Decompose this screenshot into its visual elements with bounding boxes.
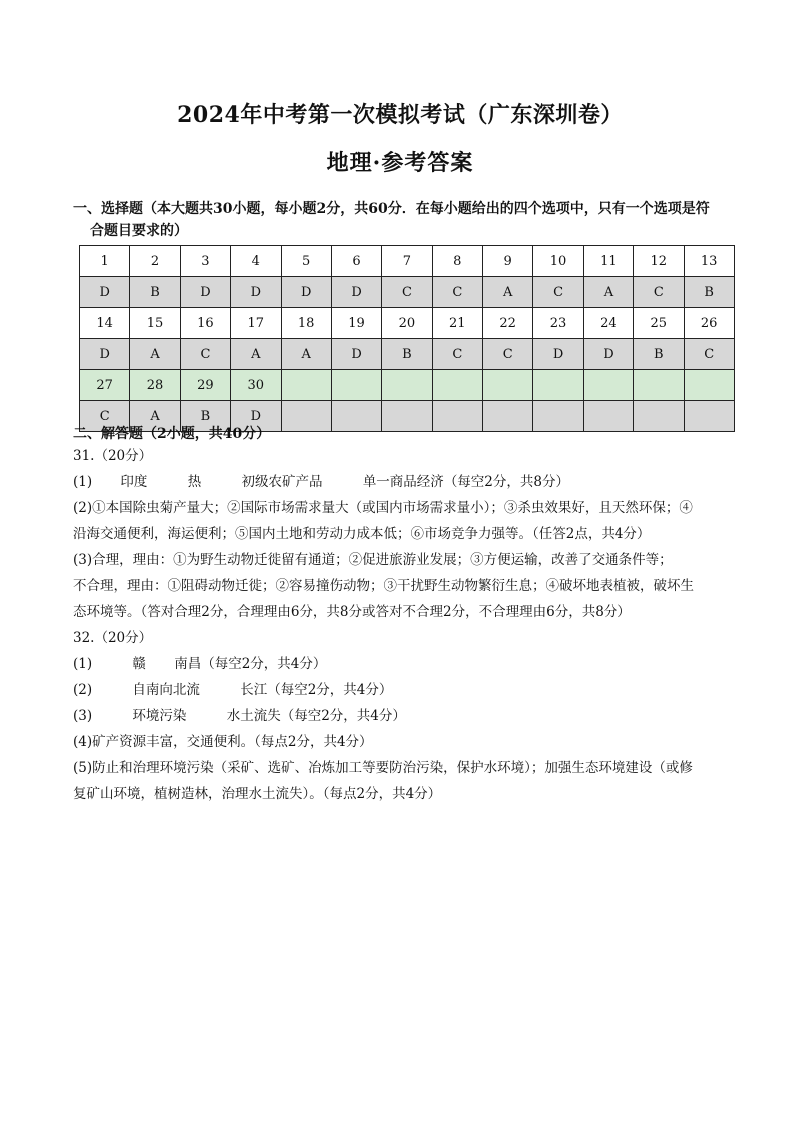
section-1-line-1: 一、选择题（本大题共30小题，每小题2分，共60分．在每小题给出的四个选项中，只有一个选项是符 xyxy=(73,201,710,217)
answer-table-cell: C xyxy=(634,277,684,308)
answer-table-cell: A xyxy=(583,277,633,308)
answer-table-cell: B xyxy=(634,339,684,370)
answer-table-cell: 13 xyxy=(684,246,734,277)
q32-answer-2 xyxy=(73,677,733,703)
answer-table-cell: 22 xyxy=(483,308,533,339)
answer-table-cell: C xyxy=(432,339,482,370)
q32-answer-5 xyxy=(73,755,733,807)
answer-table-cell: D xyxy=(281,277,331,308)
answer-table-cell: 4 xyxy=(231,246,281,277)
answer-table-cell: D xyxy=(331,277,381,308)
answer-table-cell xyxy=(281,401,331,432)
q32-a3-answer: 环境污染 xyxy=(132,708,187,724)
answer-table-row xyxy=(80,308,735,339)
answer-table-cell: A xyxy=(231,339,281,370)
answer-table-cell: A xyxy=(281,339,331,370)
q32-a2-note: （每空2分，共4分） xyxy=(267,682,393,698)
q32-a1-answer: 赣 xyxy=(132,656,146,672)
answer-table-cell: D xyxy=(80,339,130,370)
answer-table-cell: D xyxy=(231,401,281,432)
answer-table-cell: 5 xyxy=(281,246,331,277)
answer-table-cell xyxy=(281,370,331,401)
q32-a1-label: (1) xyxy=(73,656,93,672)
q32-heading: 32.（20分） xyxy=(73,630,153,646)
answer-table-cell: D xyxy=(180,277,230,308)
answer-table-cell: 23 xyxy=(533,308,583,339)
answer-table-cell: 1 xyxy=(80,246,130,277)
answer-table-cell: B xyxy=(382,339,432,370)
answer-table-cell: C xyxy=(432,277,482,308)
answer-table-cell xyxy=(331,401,381,432)
answer-table xyxy=(79,245,735,432)
q31-a1-label: (1) xyxy=(73,474,93,490)
q32-a3-label: (3) xyxy=(73,708,93,724)
answer-table-cell xyxy=(583,401,633,432)
answer-table-cell: 18 xyxy=(281,308,331,339)
answer-table-cell: 3 xyxy=(180,246,230,277)
answer-table-cell: 10 xyxy=(533,246,583,277)
answer-table-cell: B xyxy=(130,277,180,308)
q32-a3-note: （每空2分，共4分） xyxy=(280,708,406,724)
section-1-line-2: 合题目要求的） xyxy=(90,223,188,239)
q31-a3-line: (3)合理，理由：①为野生动物迁徙留有通道；②促进旅游业发展；③方便运输，改善了交通条件等； xyxy=(73,552,673,568)
answer-table-cell: 19 xyxy=(331,308,381,339)
answer-table-cell: 28 xyxy=(130,370,180,401)
answer-table-cell: C xyxy=(382,277,432,308)
answer-table-row xyxy=(80,339,735,370)
q31-answer-3 xyxy=(73,547,733,625)
answer-table-cell: C xyxy=(684,339,734,370)
answer-table-cell: 21 xyxy=(432,308,482,339)
answer-table-cell xyxy=(483,370,533,401)
answer-table-cell: C xyxy=(483,339,533,370)
answer-table-cell: 27 xyxy=(80,370,130,401)
section-2-heading: 二、解答题（2小题，共40分） xyxy=(73,426,271,442)
answer-table-cell: 6 xyxy=(331,246,381,277)
answer-table-cell: 11 xyxy=(583,246,633,277)
answer-table-cell: 29 xyxy=(180,370,230,401)
answer-table-cell: 24 xyxy=(583,308,633,339)
q32-a1-answer: 南昌 xyxy=(174,656,202,672)
q31-answer-1 xyxy=(73,469,733,495)
answer-table-cell xyxy=(432,370,482,401)
answer-table-row xyxy=(80,277,735,308)
q31-a1-answer: 热 xyxy=(187,474,202,490)
answer-table-cell xyxy=(634,370,684,401)
answer-table-cell: C xyxy=(533,277,583,308)
answer-table-cell: 9 xyxy=(483,246,533,277)
answer-table-cell: 16 xyxy=(180,308,230,339)
q32-a5-line: 复矿山环境，植树造林，治理水土流失）。（每点2分，共4分） xyxy=(73,786,442,802)
answer-table-cell xyxy=(331,370,381,401)
q32-a5-line: (5)防止和治理环境污染（采矿、选矿、冶炼加工等要防治污染，保护水环境）；加强生态环境建设（或修 xyxy=(73,760,693,776)
answer-table-cell: 17 xyxy=(231,308,281,339)
answer-table-cell: 26 xyxy=(684,308,734,339)
answer-table-cell: 20 xyxy=(382,308,432,339)
answer-table-cell: C xyxy=(180,339,230,370)
answer-table-cell xyxy=(432,401,482,432)
answer-table-cell: 2 xyxy=(130,246,180,277)
answer-table-cell xyxy=(533,401,583,432)
answer-table-cell: 25 xyxy=(634,308,684,339)
answer-table-cell: 30 xyxy=(231,370,281,401)
answer-table-cell: B xyxy=(684,277,734,308)
answer-table-cell xyxy=(634,401,684,432)
answer-table-cell xyxy=(684,401,734,432)
q31-a3-line: 态环境等。（答对合理2分，合理理由6分，共8分或答对不合理2分，不合理理由6分，共8分） xyxy=(73,604,631,620)
section-1-heading xyxy=(73,198,733,242)
answer-table-cell: 8 xyxy=(432,246,482,277)
exam-title: 2024年中考第一次模拟考试（广东深圳卷） xyxy=(177,102,623,128)
answer-table-row xyxy=(80,370,735,401)
q31-a1-note: （每空2分，共8分） xyxy=(443,474,569,490)
answer-table-cell xyxy=(382,370,432,401)
answer-table-cell: A xyxy=(130,401,180,432)
q32-a3-answer: 水土流失 xyxy=(226,708,281,724)
answer-table-cell xyxy=(483,401,533,432)
q32-answer-1 xyxy=(73,651,733,677)
answer-table-cell xyxy=(684,370,734,401)
answer-table-cell: C xyxy=(80,401,130,432)
answer-table-cell: 7 xyxy=(382,246,432,277)
q31-answer-2 xyxy=(73,495,733,547)
answer-table-cell: D xyxy=(331,339,381,370)
answer-table-cell: 12 xyxy=(634,246,684,277)
q32-answer-3 xyxy=(73,703,733,729)
q32-answer-4: (4)矿产资源丰富，交通便利。（每点2分，共4分） xyxy=(73,734,373,750)
answer-table-cell: 15 xyxy=(130,308,180,339)
q31-a1-answer: 初级农矿产品 xyxy=(241,474,323,490)
q31-a1-answer: 单一商品经济 xyxy=(362,474,444,490)
answer-table-cell xyxy=(533,370,583,401)
answer-table-row xyxy=(80,246,735,277)
answer-table-cell: 14 xyxy=(80,308,130,339)
answer-table-cell: D xyxy=(80,277,130,308)
answer-table-cell: A xyxy=(130,339,180,370)
answer-table-cell: A xyxy=(483,277,533,308)
q32-a1-note: （每空2分，共4分） xyxy=(201,656,327,672)
answer-table-cell: D xyxy=(533,339,583,370)
q31-a1-answer: 印度 xyxy=(120,474,148,490)
q32-a2-answer: 长江 xyxy=(240,682,268,698)
answer-table-cell: D xyxy=(231,277,281,308)
q32-a2-answer: 自南向北流 xyxy=(132,682,200,698)
q31-a2-line: (2)①本国除虫菊产量大；②国际市场需求量大（或国内市场需求量小）；③杀虫效果好，且天然环保；④ xyxy=(73,500,693,516)
q31-a3-line: 不合理，理由：①阻碍动物迁徙；②容易撞伤动物；③干扰野生动物繁衍生息；④破坏地表植被，破坏生 xyxy=(73,578,694,594)
answer-table-cell: D xyxy=(583,339,633,370)
q31-a2-line: 沿海交通便利，海运便利；⑤国内土地和劳动力成本低；⑥市场竞争力强等。（任答2点，共4分） xyxy=(73,526,651,542)
q32-a2-label: (2) xyxy=(73,682,93,698)
answer-table-cell: B xyxy=(180,401,230,432)
answer-table-cell xyxy=(583,370,633,401)
exam-subtitle: 地理·参考答案 xyxy=(326,150,474,176)
q31-heading: 31.（20分） xyxy=(73,448,153,464)
answer-table-cell xyxy=(382,401,432,432)
